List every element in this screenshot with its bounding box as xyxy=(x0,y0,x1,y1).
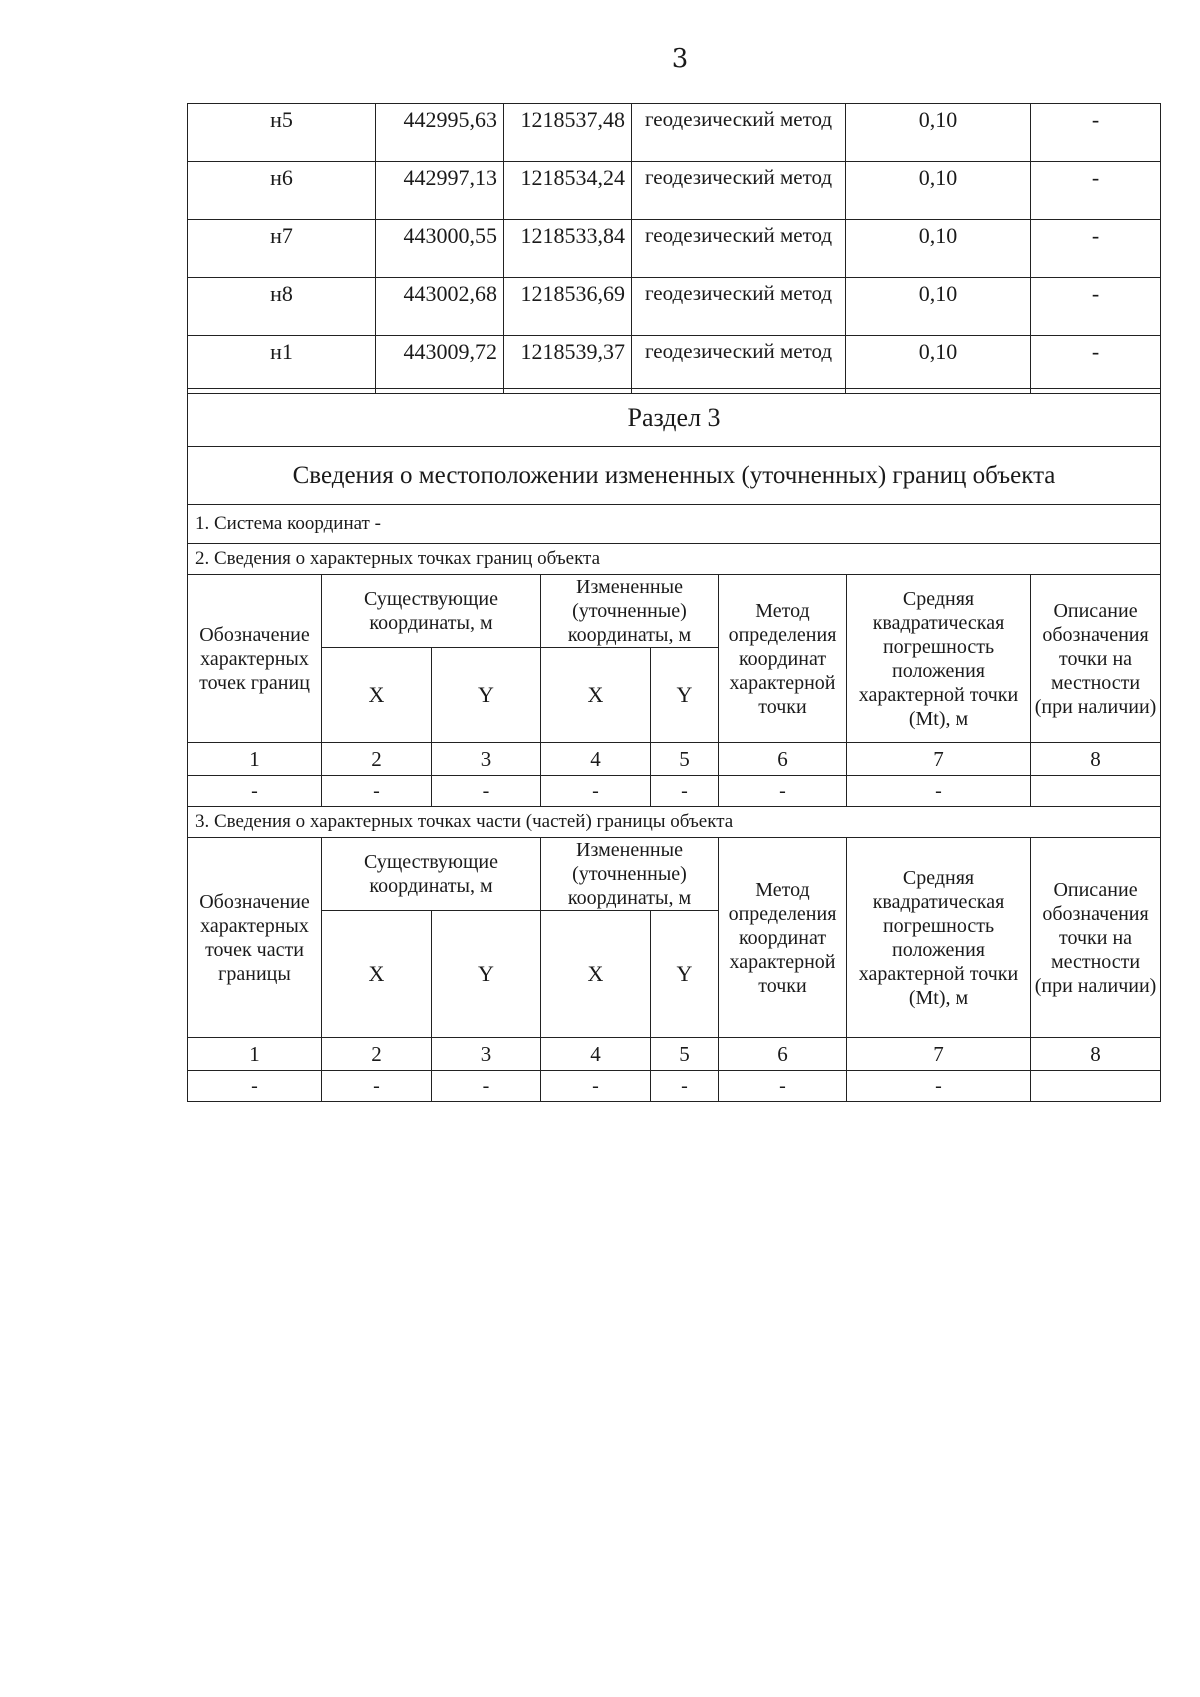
coord-x: 442997,13 xyxy=(376,162,504,220)
table-cell: - xyxy=(719,776,847,807)
column-number: 2 xyxy=(322,743,432,776)
description: - xyxy=(1031,104,1161,162)
point-name: н7 xyxy=(188,220,376,278)
column-number: 5 xyxy=(651,743,719,776)
header-y: Y xyxy=(651,911,719,1038)
column-number: 4 xyxy=(541,1038,651,1071)
mt-value: 0,10 xyxy=(846,336,1031,394)
header-y: Y xyxy=(651,648,719,743)
method: геодезический метод xyxy=(632,336,846,394)
method: геодезический метод xyxy=(632,278,846,336)
coord-x: 443002,68 xyxy=(376,278,504,336)
mt-value: 0,10 xyxy=(846,104,1031,162)
table-cell xyxy=(1031,776,1161,807)
header-y: Y xyxy=(432,648,541,743)
column-number: 8 xyxy=(1031,743,1161,776)
description: - xyxy=(1031,162,1161,220)
table-row xyxy=(188,336,1161,394)
header-changed: Измененные (уточненные) координаты, м xyxy=(541,838,719,911)
table-cell: - xyxy=(432,1071,541,1102)
header-existing: Существующие координаты, м xyxy=(322,575,541,648)
description: - xyxy=(1031,220,1161,278)
header-description: Описание обозначения точки на местности (при наличии) xyxy=(1031,575,1161,743)
coord-x: 443000,55 xyxy=(376,220,504,278)
table-cell: - xyxy=(541,776,651,807)
table-row xyxy=(188,776,1161,807)
header-changed: Измененные (уточненные) координаты, м xyxy=(541,575,719,648)
table-cell: - xyxy=(847,1071,1031,1102)
header-method: Метод определения координат характерной точки xyxy=(719,838,847,1038)
column-number: 6 xyxy=(719,743,847,776)
coord-system: 1. Система координат - xyxy=(188,505,1161,544)
method: геодезический метод xyxy=(632,104,846,162)
description: - xyxy=(1031,336,1161,394)
coord-y: 1218539,37 xyxy=(504,336,632,394)
section-subtitle: Сведения о местоположении измененных (уточненных) границ объекта xyxy=(188,447,1161,505)
column-number: 6 xyxy=(719,1038,847,1071)
coord-x: 443009,72 xyxy=(376,336,504,394)
header-method: Метод определения координат характерной точки xyxy=(719,575,847,743)
mt-value: 0,10 xyxy=(846,278,1031,336)
header-x: X xyxy=(541,648,651,743)
column-number: 3 xyxy=(432,1038,541,1071)
table-cell: - xyxy=(651,1071,719,1102)
coord-y: 1218534,24 xyxy=(504,162,632,220)
header-y: Y xyxy=(432,911,541,1038)
table-cell: - xyxy=(322,1071,432,1102)
table-cell: - xyxy=(432,776,541,807)
point-name: н6 xyxy=(188,162,376,220)
header-existing: Существующие координаты, м xyxy=(322,838,541,911)
table-row xyxy=(188,1071,1161,1102)
point-name: н1 xyxy=(188,336,376,394)
coord-x: 442995,63 xyxy=(376,104,504,162)
table-cell: - xyxy=(651,776,719,807)
table-cell: - xyxy=(847,776,1031,807)
column-number: 2 xyxy=(322,1038,432,1071)
mt-value: 0,10 xyxy=(846,162,1031,220)
table-row xyxy=(188,162,1161,220)
point-name: н8 xyxy=(188,278,376,336)
table-row xyxy=(188,220,1161,278)
table-row xyxy=(188,743,1161,776)
coord-y: 1218533,84 xyxy=(504,220,632,278)
table-cell: - xyxy=(188,776,322,807)
page-number: 3 xyxy=(671,44,689,74)
table-row xyxy=(188,104,1161,162)
part2-title: 2. Сведения о характерных точках границ объекта xyxy=(188,544,1161,575)
table-cell xyxy=(1031,1071,1161,1102)
table-cell: - xyxy=(188,1071,322,1102)
header-designation: Обозначение характерных точек части границы xyxy=(188,838,322,1038)
column-number: 5 xyxy=(651,1038,719,1071)
method: геодезический метод xyxy=(632,162,846,220)
table-row xyxy=(188,278,1161,336)
description: - xyxy=(1031,278,1161,336)
points-table xyxy=(187,103,1161,394)
header-x: X xyxy=(541,911,651,1038)
column-number: 1 xyxy=(188,1038,322,1071)
column-number: 8 xyxy=(1031,1038,1161,1071)
header-designation: Обозначение характерных точек границ xyxy=(188,575,322,743)
header-mt: Средняя квадратическая погрешность положения характерной точки (Mt), м xyxy=(847,838,1031,1038)
part3-title: 3. Сведения о характерных точках части (частей) границы объекта xyxy=(188,807,1161,838)
coord-y: 1218537,48 xyxy=(504,104,632,162)
column-number: 7 xyxy=(847,743,1031,776)
table-cell: - xyxy=(719,1071,847,1102)
column-number: 1 xyxy=(188,743,322,776)
header-x: X xyxy=(322,911,432,1038)
column-number: 4 xyxy=(541,743,651,776)
point-name: н5 xyxy=(188,104,376,162)
column-number: 3 xyxy=(432,743,541,776)
table-cell: - xyxy=(541,1071,651,1102)
table-row xyxy=(188,1038,1161,1071)
section3-table xyxy=(187,388,1161,1102)
column-number: 7 xyxy=(847,1038,1031,1071)
header-x: X xyxy=(322,648,432,743)
table-cell: - xyxy=(322,776,432,807)
coord-y: 1218536,69 xyxy=(504,278,632,336)
header-mt: Средняя квадратическая погрешность положения характерной точки (Mt), м xyxy=(847,575,1031,743)
method: геодезический метод xyxy=(632,220,846,278)
header-description: Описание обозначения точки на местности (при наличии) xyxy=(1031,838,1161,1038)
section-title: Раздел 3 xyxy=(188,389,1161,447)
mt-value: 0,10 xyxy=(846,220,1031,278)
